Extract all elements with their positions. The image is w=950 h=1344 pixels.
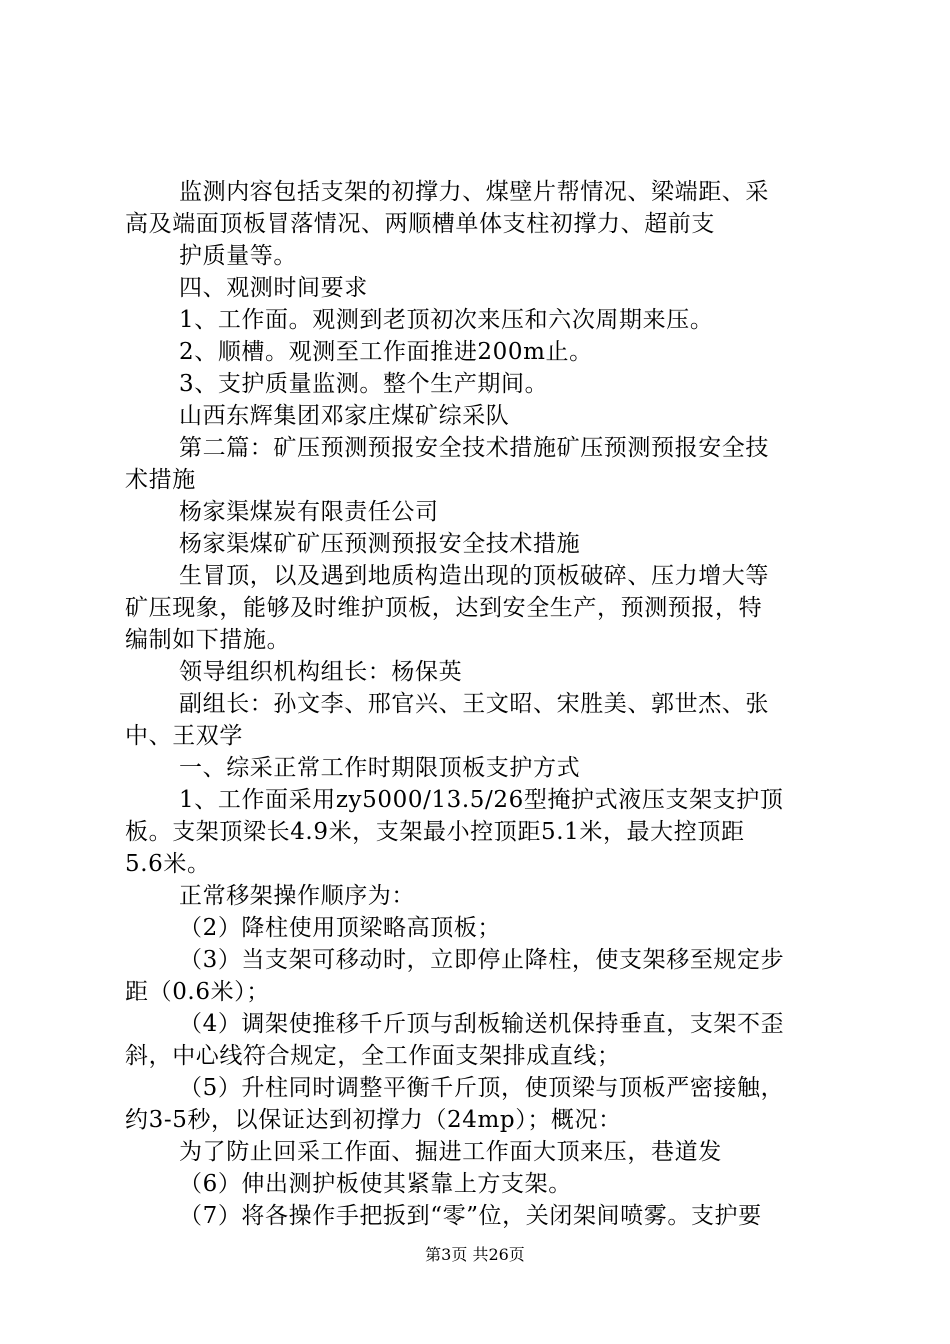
document-body (125, 176, 835, 1232)
text-line: （2）降柱使用顶梁略高顶板； (179, 915, 502, 941)
text-line: 矿压现象，能够及时维护顶板，达到安全生产，预测预报，特 (125, 595, 763, 621)
text-line: 术措施 (125, 467, 196, 493)
text-line: 杨家渠煤炭有限责任公司 (179, 499, 439, 525)
text-line: 山西东辉集团邓家庄煤矿综采队 (179, 403, 510, 429)
text-line: 斜，中心线符合规定，全工作面支架排成直线； (125, 1043, 621, 1069)
text-line: 生冒顶，以及遇到地质构造出现的顶板破碎、压力增大等 (179, 563, 769, 589)
text-line: 监测内容包括支架的初撑力、煤壁片帮情况、梁端距、采 (179, 179, 769, 205)
text-line: （4）调架使推移千斤顶与刮板输送机保持垂直，支架不歪 (179, 1011, 785, 1037)
text-line: 中、王双学 (125, 723, 243, 749)
text-line: 距（0.6米）； (125, 979, 270, 1005)
text-line: 第二篇：矿压预测预报安全技术措施矿压预测预报安全技 (179, 435, 769, 461)
text-line: 四、观测时间要求 (179, 275, 368, 301)
text-line: 副组长：孙文李、邢官兴、王文昭、宋胜美、郭世杰、张 (179, 691, 769, 717)
text-line: 1、工作面。观测到老顶初次来压和六次周期来压。 (179, 307, 714, 333)
text-line: 高及端面顶板冒落情况、两顺槽单体支柱初撑力、超前支 (125, 211, 715, 237)
text-line: 正常移架操作顺序为： (179, 883, 415, 909)
text-line: 约3-5秒，以保证达到初撑力（24mp）；概况： (125, 1107, 622, 1133)
page-footer: 第3页 共26页 (425, 1245, 525, 1264)
text-line: （6）伸出测护板使其紧靠上方支架。 (179, 1171, 572, 1197)
text-line: （7）将各操作手把扳到“零”位，关闭架间喷雾。支护要 (179, 1203, 762, 1229)
text-line: 为了防止回采工作面、掘进工作面大顶来压，巷道发 (179, 1139, 722, 1165)
text-line: 杨家渠煤矿矿压预测预报安全技术措施 (179, 531, 581, 557)
text-line: 编制如下措施。 (125, 627, 291, 653)
text-line: 板。支架顶梁长4.9米，支架最小控顶距5.1米，最大控顶距 (125, 819, 745, 845)
text-line: 领导组织机构组长：杨保英 (179, 659, 463, 685)
text-line: 2、顺槽。观测至工作面推进200m止。 (179, 339, 593, 365)
text-line: 1、工作面采用zy5000/13.5/26型掩护式液压支架支护顶 (179, 787, 784, 813)
text-line: （5）升柱同时调整平衡千斤顶，使顶梁与顶板严密接触， (179, 1075, 785, 1101)
text-line: 一、综采正常工作时期限顶板支护方式 (179, 755, 581, 781)
text-line: 5.6米。 (125, 851, 211, 877)
text-line: （3）当支架可移动时，立即停止降柱，使支架移至规定步 (179, 947, 785, 973)
text-line: 护质量等。 (179, 243, 297, 269)
text-line: 3、支护质量监测。整个生产期间。 (179, 371, 549, 397)
